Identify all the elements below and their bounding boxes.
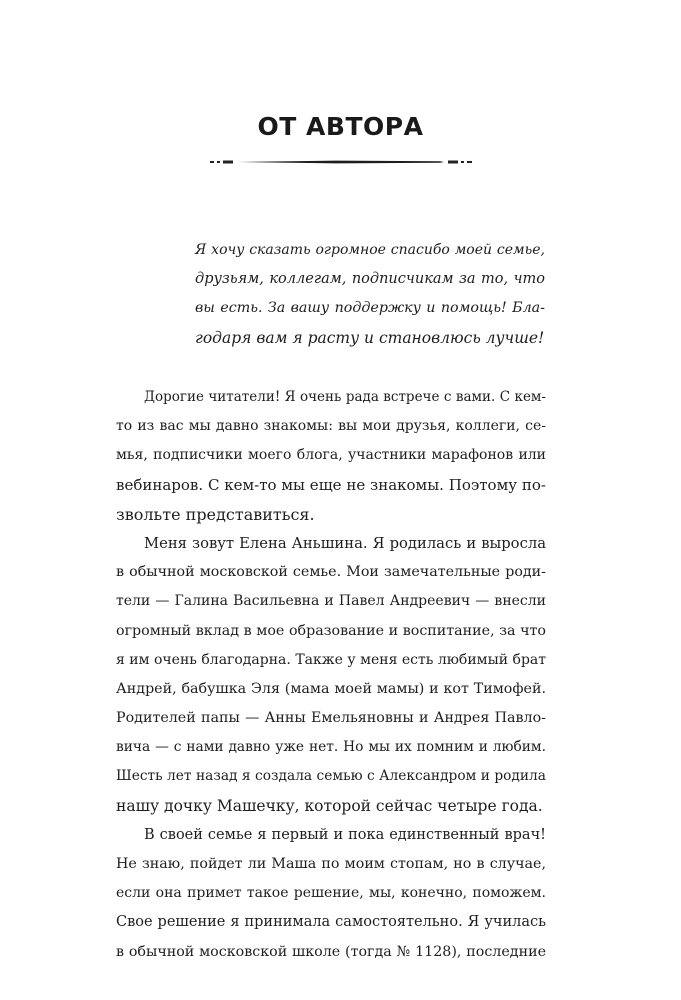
divider-dash: [223, 161, 233, 164]
body-text: [116, 383, 546, 967]
divider-line: [238, 161, 444, 164]
body-line: в обычной московской школе (тогда № 1128), последние: [116, 943, 546, 960]
body-line: я им очень благодарна. Также у меня есть любимый брат: [116, 651, 546, 668]
divider-dash: [467, 161, 472, 163]
divider-dash: [210, 161, 214, 163]
body-line: Андрей, бабушка Эля (мама моей мамы) и кот Тимофей.: [116, 680, 546, 697]
epigraph-line: Я хочу сказать огромное спасибо моей семье,: [195, 242, 545, 258]
epigraph: [195, 236, 545, 353]
body-line: в обычной московской семье. Мои замечательные роди-: [116, 564, 546, 581]
body-line: Родителей папы — Анны Емельяновны и Андрея Павло-: [116, 710, 546, 727]
divider-dash: [448, 161, 458, 164]
epigraph-line: друзьям, коллегам, подписчикам за то, что: [195, 271, 545, 288]
body-line: вича — с нами давно уже нет. Но мы их помним и любим.: [116, 739, 546, 756]
epigraph-line: годаря вам я расту и становлюсь лучше!: [195, 328, 545, 347]
divider-dash: [217, 161, 220, 163]
body-line: В своей семье я первый и пока единственный врач!: [144, 826, 546, 843]
body-line: звольте представиться.: [116, 504, 315, 524]
body-line: Дорогие читатели! Я очень рада встрече с вами. С кем-: [144, 389, 546, 405]
body-line: Свое решение я принимала самостоятельно. Я училась: [116, 914, 546, 931]
body-line: тели — Галина Васильевна и Павел Андреевич — внесли: [116, 593, 546, 610]
body-line: нашу дочку Машечку, которой сейчас четыре года.: [116, 796, 543, 815]
ornamental-divider: [210, 158, 472, 166]
body-line: если она примет такое решение, мы, конечно, поможем.: [116, 885, 546, 902]
epigraph-line: вы есть. За вашу поддержку и помощь! Бла-: [195, 300, 545, 317]
body-line: Не знаю, пойдет ли Маша по моим стопам, но в случае,: [116, 856, 546, 872]
body-line: Меня зовут Елена Аньшина. Я родилась и выросла: [144, 534, 546, 552]
chapter-heading: ОТ АВТОРА: [257, 112, 424, 141]
body-line: мья, подписчики моего блога, участники марафонов или: [116, 447, 546, 464]
body-line: то из вас мы давно знакомы: вы мои друзья, коллеги, се-: [116, 418, 546, 435]
body-line: Шесть лет назад я создала семью с Александром и родила: [116, 768, 546, 785]
divider-dash: [461, 161, 464, 163]
body-line: вебинаров. С кем-то мы еще не знакомы. Поэтому по-: [116, 475, 546, 494]
body-line: огромный вклад в мое образование и воспитание, за что: [116, 622, 546, 639]
